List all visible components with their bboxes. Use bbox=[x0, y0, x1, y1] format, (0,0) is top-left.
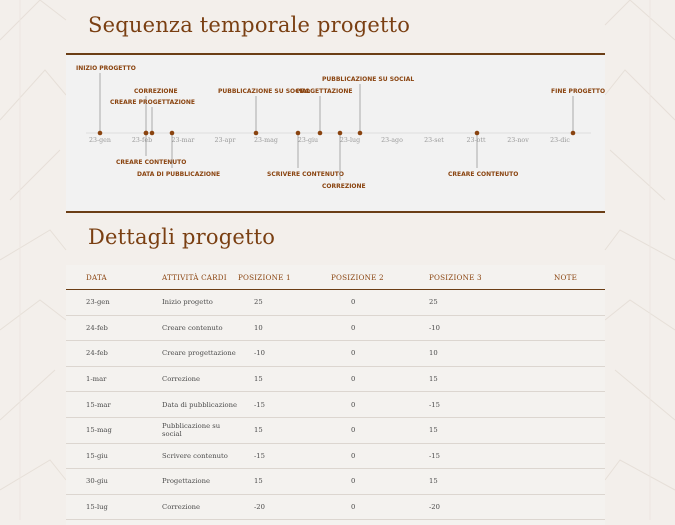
cell-note[interactable] bbox=[524, 494, 605, 520]
cell-pos1[interactable]: -15 bbox=[238, 392, 331, 418]
event-label: DATA DI PUBBLICAZIONE bbox=[137, 171, 221, 178]
event-marker[interactable] bbox=[571, 131, 576, 136]
cell-data[interactable]: 24-feb bbox=[66, 315, 162, 341]
cell-pos3[interactable]: 10 bbox=[429, 341, 524, 367]
table-row[interactable] bbox=[66, 392, 605, 418]
cell-note[interactable] bbox=[524, 341, 605, 367]
cell-pos2[interactable]: 0 bbox=[331, 417, 429, 443]
event-label: CREARE CONTENUTO bbox=[116, 159, 187, 166]
cell-pos2[interactable]: 0 bbox=[331, 392, 429, 418]
month-label: 23-mag bbox=[254, 137, 278, 144]
details-title: Dettagli progetto bbox=[88, 225, 276, 249]
cell-attivita[interactable]: Correzione bbox=[162, 494, 238, 520]
cell-note[interactable] bbox=[524, 392, 605, 418]
month-label: 23-apr bbox=[214, 137, 236, 144]
event-label: CORREZIONE bbox=[322, 183, 366, 190]
month-label: 23-ott bbox=[466, 137, 486, 144]
cell-pos3[interactable]: -10 bbox=[429, 315, 524, 341]
cell-note[interactable] bbox=[524, 469, 605, 495]
cell-data[interactable]: 15-mar bbox=[66, 392, 162, 418]
cell-data[interactable]: 15-giu bbox=[66, 443, 162, 469]
month-label: 23-gen bbox=[89, 137, 111, 144]
cell-pos2[interactable]: 0 bbox=[331, 366, 429, 392]
month-label: 23-feb bbox=[131, 137, 153, 144]
cell-pos2[interactable]: 0 bbox=[331, 443, 429, 469]
event-marker[interactable] bbox=[98, 131, 103, 136]
cell-data[interactable]: 23-gen bbox=[66, 290, 162, 316]
event-label: FINE PROGETTO bbox=[551, 88, 605, 95]
cell-pos1[interactable]: 10 bbox=[238, 315, 331, 341]
event-label: PUBBLICAZIONE SU SOCIAL bbox=[218, 88, 311, 95]
cell-note[interactable] bbox=[524, 366, 605, 392]
table-row[interactable] bbox=[66, 469, 605, 495]
timeline-svg bbox=[66, 55, 605, 211]
cell-pos3[interactable]: 15 bbox=[429, 417, 524, 443]
cell-note[interactable] bbox=[524, 443, 605, 469]
cell-pos3[interactable]: 25 bbox=[429, 290, 524, 316]
month-label: 23-set bbox=[424, 137, 444, 144]
event-label: PUBBLICAZIONE SU SOCIAL bbox=[322, 76, 415, 83]
header-pos1[interactable]: POSIZIONE 1 bbox=[238, 265, 331, 290]
event-label: CREARE CONTENUTO bbox=[448, 171, 519, 178]
event-marker[interactable] bbox=[318, 131, 323, 136]
event-label: PROGETTAZIONE bbox=[296, 88, 353, 95]
event-marker[interactable] bbox=[475, 131, 480, 136]
month-label: 23-lug bbox=[339, 137, 361, 144]
month-label: 23-dic bbox=[550, 137, 570, 144]
month-label: 23-mar bbox=[171, 137, 195, 144]
cell-attivita[interactable]: Data di pubblicazione bbox=[162, 392, 238, 418]
cell-pos3[interactable]: -15 bbox=[429, 443, 524, 469]
cell-note[interactable] bbox=[524, 290, 605, 316]
cell-data[interactable]: 30-giu bbox=[66, 469, 162, 495]
table-row[interactable] bbox=[66, 366, 605, 392]
table-row[interactable] bbox=[66, 315, 605, 341]
cell-data[interactable]: 15-mag bbox=[66, 417, 162, 443]
cell-attivita[interactable]: Pubblicazione su social bbox=[162, 417, 238, 443]
event-label: CORREZIONE bbox=[134, 88, 178, 95]
cell-pos2[interactable]: 0 bbox=[331, 469, 429, 495]
cell-pos2[interactable]: 0 bbox=[331, 341, 429, 367]
cell-pos1[interactable]: 25 bbox=[238, 290, 331, 316]
header-data[interactable]: DATA bbox=[66, 265, 162, 290]
cell-attivita[interactable]: Scrivere contenuto bbox=[162, 443, 238, 469]
cell-note[interactable] bbox=[524, 315, 605, 341]
header-note[interactable]: NOTE bbox=[524, 265, 605, 290]
cell-pos1[interactable]: 15 bbox=[238, 469, 331, 495]
cell-data[interactable]: 24-feb bbox=[66, 341, 162, 367]
table-row[interactable] bbox=[66, 290, 605, 316]
event-marker[interactable] bbox=[254, 131, 259, 136]
event-marker[interactable] bbox=[170, 131, 175, 136]
table-row[interactable] bbox=[66, 443, 605, 469]
details-table bbox=[66, 265, 605, 520]
header-pos2[interactable]: POSIZIONE 2 bbox=[331, 265, 429, 290]
cell-attivita[interactable]: Inizio progetto bbox=[162, 290, 238, 316]
event-marker[interactable] bbox=[144, 131, 149, 136]
cell-pos3[interactable]: -15 bbox=[429, 392, 524, 418]
cell-pos2[interactable]: 0 bbox=[331, 290, 429, 316]
cell-pos3[interactable]: 15 bbox=[429, 366, 524, 392]
event-label: INIZIO PROGETTO bbox=[76, 65, 136, 72]
cell-pos1[interactable]: 15 bbox=[238, 417, 331, 443]
details-table-card bbox=[66, 265, 605, 525]
header-attivita[interactable]: ATTIVITÀ CARDI bbox=[162, 265, 238, 290]
cell-data[interactable]: 1-mar bbox=[66, 366, 162, 392]
table-header-row bbox=[66, 265, 605, 290]
event-marker[interactable] bbox=[358, 131, 363, 136]
event-label: SCRIVERE CONTENUTO bbox=[267, 171, 344, 178]
cell-attivita[interactable]: Correzione bbox=[162, 366, 238, 392]
table-row[interactable] bbox=[66, 417, 605, 443]
table-row[interactable] bbox=[66, 494, 605, 520]
timeline-chart bbox=[66, 53, 605, 213]
cell-pos2[interactable]: 0 bbox=[331, 315, 429, 341]
cell-attivita[interactable]: Progettazione bbox=[162, 469, 238, 495]
cell-data[interactable]: 15-lug bbox=[66, 494, 162, 520]
event-label: CREARE PROGETTAZIONE bbox=[110, 99, 196, 106]
cell-pos1[interactable]: -15 bbox=[238, 443, 331, 469]
table-row[interactable] bbox=[66, 341, 605, 367]
header-pos3[interactable]: POSIZIONE 3 bbox=[429, 265, 524, 290]
cell-note[interactable] bbox=[524, 417, 605, 443]
cell-pos1[interactable]: -10 bbox=[238, 341, 331, 367]
cell-pos1[interactable]: -20 bbox=[238, 494, 331, 520]
cell-pos1[interactable]: 15 bbox=[238, 366, 331, 392]
month-label: 23-ago bbox=[381, 137, 403, 144]
cell-attivita[interactable]: Creare contenuto bbox=[162, 315, 238, 341]
cell-pos3[interactable]: 15 bbox=[429, 469, 524, 495]
month-label: 23-giu bbox=[297, 137, 319, 144]
cell-pos3[interactable]: -20 bbox=[429, 494, 524, 520]
event-marker[interactable] bbox=[338, 131, 343, 136]
month-label: 23-nov bbox=[507, 137, 529, 144]
cell-pos2[interactable]: 0 bbox=[331, 494, 429, 520]
cell-attivita[interactable]: Creare progettazione bbox=[162, 341, 238, 367]
timeline-title: Sequenza temporale progetto bbox=[88, 13, 411, 37]
event-marker[interactable] bbox=[296, 131, 301, 136]
event-marker[interactable] bbox=[150, 131, 155, 136]
